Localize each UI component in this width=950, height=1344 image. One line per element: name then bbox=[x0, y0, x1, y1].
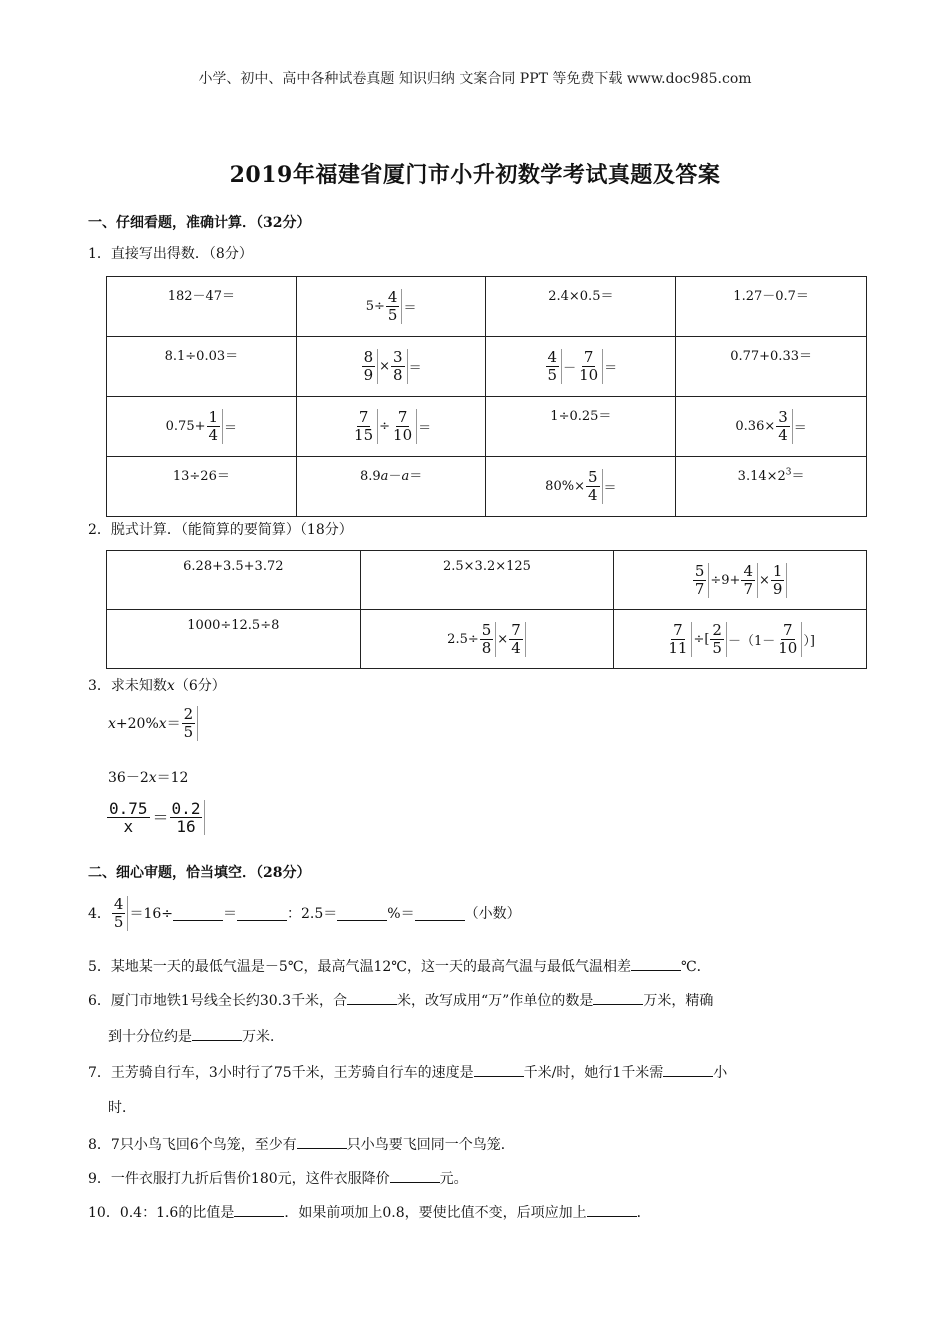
text: 8．7只小鸟飞回6个鸟笼，至少有 bbox=[88, 1137, 297, 1153]
cell bbox=[107, 397, 297, 457]
denominator: 15 bbox=[354, 426, 374, 444]
variable: a bbox=[401, 469, 410, 484]
denominator: 10 bbox=[778, 638, 798, 657]
page-title: 2019年福建省厦门市小升初数学考试真题及答案 bbox=[229, 162, 721, 188]
fraction bbox=[207, 409, 224, 444]
text: 万米，精确 bbox=[643, 993, 714, 1009]
fraction bbox=[741, 563, 758, 598]
fraction bbox=[586, 469, 603, 504]
denominator: 11 bbox=[668, 638, 688, 657]
cell bbox=[614, 551, 867, 610]
blank[interactable] bbox=[390, 1168, 440, 1183]
denominator: 4 bbox=[511, 638, 521, 657]
numerator: 3 bbox=[778, 408, 788, 426]
problem: 2.4×0.5＝ bbox=[548, 289, 614, 304]
denominator: 5 bbox=[183, 723, 194, 741]
text: ＝ bbox=[409, 469, 423, 484]
variable: a bbox=[380, 469, 389, 484]
cell bbox=[296, 457, 486, 517]
denominator: 8 bbox=[393, 366, 403, 384]
numerator: 5 bbox=[694, 561, 705, 580]
blank[interactable] bbox=[192, 1026, 242, 1041]
cell bbox=[360, 551, 614, 610]
denominator: 4 bbox=[778, 426, 788, 444]
cell bbox=[107, 277, 297, 337]
fraction bbox=[771, 563, 788, 598]
numerator: 7 bbox=[583, 348, 594, 366]
text: 4． bbox=[88, 905, 111, 922]
fraction bbox=[362, 349, 379, 384]
text: ÷[ bbox=[693, 631, 710, 647]
cell bbox=[107, 610, 361, 669]
numerator: 4 bbox=[387, 288, 398, 306]
denominator: 4 bbox=[208, 426, 219, 444]
fraction bbox=[391, 409, 417, 444]
text: 3.14×2 bbox=[737, 469, 786, 484]
problem: 6.28+3.5+3.72 bbox=[183, 559, 284, 574]
fraction bbox=[666, 622, 692, 657]
fraction bbox=[170, 800, 206, 835]
denominator: 8 bbox=[481, 638, 492, 657]
text: ÷9+ bbox=[710, 572, 741, 588]
q2-label: 2．脱式计算．（能简算的要简算）（18分） bbox=[88, 522, 353, 538]
section-2-heading: 二、细心审题，恰当填空．（28分） bbox=[88, 865, 311, 881]
blank[interactable] bbox=[337, 906, 387, 921]
text: ÷ bbox=[379, 419, 391, 434]
numerator: 4 bbox=[113, 895, 124, 913]
text: ．如果前项加上0.8，要使比值不变，后项应加上 bbox=[284, 1205, 587, 1221]
numerator: 8 bbox=[363, 348, 374, 366]
denominator: 4 bbox=[587, 486, 598, 504]
blank[interactable] bbox=[297, 1134, 347, 1149]
text: 只小鸟要飞回同一个鸟笼． bbox=[346, 1137, 515, 1153]
q6-cont bbox=[108, 1026, 284, 1047]
denominator: 7 bbox=[694, 579, 705, 598]
text: 小 bbox=[713, 1065, 728, 1081]
equation-1 bbox=[108, 706, 199, 741]
q7-cont: 时． bbox=[108, 1100, 136, 1116]
text: ． bbox=[636, 1205, 651, 1221]
fraction bbox=[509, 622, 526, 657]
denominator: 5 bbox=[113, 913, 124, 931]
numerator: 0.2 bbox=[171, 799, 201, 818]
cell bbox=[614, 610, 867, 669]
cell bbox=[360, 610, 614, 669]
text: 千米/时，她行1千米需 bbox=[523, 1065, 664, 1081]
denominator: 5 bbox=[387, 306, 398, 324]
oral-calc-table bbox=[106, 276, 867, 517]
blank[interactable] bbox=[234, 1202, 284, 1217]
problem: 13÷26＝ bbox=[172, 469, 230, 484]
q6 bbox=[88, 990, 713, 1011]
q9 bbox=[88, 1168, 468, 1189]
numerator: 1 bbox=[772, 561, 783, 580]
numerator: 1 bbox=[208, 408, 219, 426]
text: ＝ bbox=[403, 301, 417, 316]
text: ＝ bbox=[152, 807, 169, 827]
text: 0.36× bbox=[735, 419, 776, 434]
numerator: 5 bbox=[481, 620, 492, 639]
blank[interactable] bbox=[663, 1062, 713, 1077]
numerator: 0.75 bbox=[109, 799, 148, 818]
text: （小数） bbox=[464, 905, 521, 922]
text: 8.9 bbox=[359, 469, 381, 484]
cell bbox=[676, 397, 867, 457]
fraction bbox=[693, 563, 710, 598]
denominator: 9 bbox=[363, 366, 374, 384]
text: ＝ bbox=[791, 469, 805, 484]
denominator: 5 bbox=[712, 638, 722, 657]
text: 36－2 bbox=[108, 770, 149, 786]
blank[interactable] bbox=[347, 990, 397, 1005]
cell bbox=[486, 337, 676, 397]
numerator: 4 bbox=[547, 348, 558, 366]
cell bbox=[486, 277, 676, 337]
fraction bbox=[480, 622, 497, 657]
q5 bbox=[88, 956, 711, 977]
numerator: 5 bbox=[587, 468, 598, 486]
fraction bbox=[386, 289, 403, 324]
blank[interactable] bbox=[173, 906, 223, 921]
text: 5÷ bbox=[365, 299, 385, 314]
text: 80%× bbox=[545, 479, 585, 494]
text: ＝ bbox=[408, 361, 422, 376]
fraction bbox=[776, 409, 793, 444]
text: 元。 bbox=[439, 1171, 468, 1187]
text: 米，改写成用“万”作单位的数是 bbox=[397, 993, 594, 1009]
denominator: 16 bbox=[176, 817, 196, 836]
problem: 182－47＝ bbox=[167, 289, 236, 304]
text: 万米． bbox=[242, 1029, 284, 1045]
fraction bbox=[391, 349, 408, 384]
fraction bbox=[112, 896, 129, 931]
cell bbox=[676, 337, 867, 397]
denominator: 5 bbox=[547, 366, 558, 384]
text: %＝ bbox=[387, 905, 415, 922]
cell bbox=[296, 337, 486, 397]
fraction bbox=[546, 349, 563, 384]
problem: 0.77+0.33＝ bbox=[730, 349, 812, 364]
q7 bbox=[88, 1062, 727, 1083]
variable: x bbox=[108, 715, 116, 732]
text: 3．求未知数 bbox=[88, 678, 167, 694]
text: × bbox=[758, 572, 770, 588]
numerator: 7 bbox=[358, 408, 369, 426]
blank[interactable] bbox=[587, 1202, 637, 1217]
text: 到十分位约是 bbox=[108, 1029, 192, 1045]
problem: 1000÷12.5÷8 bbox=[187, 618, 280, 633]
variable: x bbox=[148, 770, 157, 786]
equation-2 bbox=[108, 768, 188, 788]
blank[interactable] bbox=[631, 956, 681, 971]
text: ℃． bbox=[680, 959, 711, 975]
text: ：2.5＝ bbox=[287, 905, 338, 922]
text: 9．一件衣服打九折后售价180元，这件衣服降价 bbox=[88, 1171, 390, 1187]
denominator: 10 bbox=[393, 426, 413, 444]
numerator: 4 bbox=[743, 561, 753, 580]
problem: 8.1÷0.03＝ bbox=[164, 349, 239, 364]
denominator: 7 bbox=[743, 579, 753, 598]
blank[interactable] bbox=[474, 1062, 524, 1077]
cell bbox=[676, 457, 867, 517]
text: 10．0.4：1.6的比值是 bbox=[88, 1205, 235, 1221]
numerator: 3 bbox=[393, 348, 403, 366]
q1-label: 1．直接写出得数．（8分） bbox=[88, 246, 253, 262]
text: 2.5÷ bbox=[447, 631, 479, 647]
numerator: 7 bbox=[673, 620, 683, 639]
fraction bbox=[710, 622, 727, 657]
blank[interactable] bbox=[415, 906, 465, 921]
numerator: 7 bbox=[397, 408, 408, 426]
cell bbox=[486, 397, 676, 457]
problem: 1.27－0.7＝ bbox=[733, 289, 809, 304]
text: ＝ bbox=[793, 421, 807, 436]
fraction bbox=[352, 409, 378, 444]
denominator: 10 bbox=[579, 366, 599, 384]
cell bbox=[107, 457, 297, 517]
fraction bbox=[776, 622, 802, 657]
q8 bbox=[88, 1134, 515, 1155]
blank[interactable] bbox=[593, 990, 643, 1005]
text: ＝ bbox=[418, 421, 432, 436]
variable: x bbox=[166, 678, 175, 694]
denominator: 9 bbox=[772, 579, 783, 598]
text: 7．王芳骑自行车，3小时行了75千米，王芳骑自行车的速度是 bbox=[88, 1065, 474, 1081]
fraction bbox=[107, 800, 152, 835]
site-header: 小学、初中、高中各种试卷真题 知识归纳 文案合同 PPT 等免费下载 www.doc985.com bbox=[198, 71, 752, 87]
denominator: x bbox=[123, 817, 134, 836]
text: +20% bbox=[115, 715, 159, 732]
text: × bbox=[497, 631, 509, 647]
text: × bbox=[379, 359, 391, 374]
cell bbox=[486, 457, 676, 517]
text: － bbox=[388, 469, 402, 484]
text: ）] bbox=[803, 633, 815, 649]
text: ＝ bbox=[603, 481, 617, 496]
exponent: 3 bbox=[785, 467, 792, 478]
text: ＝ bbox=[604, 361, 618, 376]
blank[interactable] bbox=[237, 906, 287, 921]
cell bbox=[676, 277, 867, 337]
numerator: 2 bbox=[183, 705, 194, 723]
variable: x bbox=[158, 715, 167, 732]
equation-3 bbox=[106, 800, 206, 835]
numerator: 2 bbox=[712, 620, 722, 639]
cell bbox=[107, 551, 361, 610]
text: －（1－ bbox=[727, 633, 776, 649]
text: ＝16÷ bbox=[129, 905, 174, 922]
text: 5．某地某一天的最低气温是－5℃，最高气温12℃，这一天的最高气温与最低气温相差 bbox=[88, 959, 631, 975]
q4 bbox=[88, 896, 521, 931]
cell bbox=[296, 277, 486, 337]
step-calc-table bbox=[106, 550, 867, 669]
numerator: 7 bbox=[511, 620, 521, 639]
problem: 2.5×3.2×125 bbox=[442, 559, 531, 574]
cell bbox=[107, 337, 297, 397]
text: 0.75+ bbox=[165, 419, 206, 434]
text: （6分） bbox=[174, 678, 226, 694]
text: － bbox=[563, 361, 577, 376]
numerator: 7 bbox=[783, 620, 793, 639]
fraction bbox=[182, 706, 199, 741]
text: ＝ bbox=[166, 715, 181, 732]
text: ＝ bbox=[223, 905, 238, 922]
text: ＝12 bbox=[156, 770, 189, 786]
problem: 1÷0.25＝ bbox=[550, 409, 612, 424]
cell bbox=[296, 397, 486, 457]
q3-label bbox=[88, 676, 226, 696]
text: ＝ bbox=[224, 421, 238, 436]
fraction bbox=[577, 349, 603, 384]
text: 6．厦门市地铁1号线全长约30.3千米，合 bbox=[88, 993, 347, 1009]
q10 bbox=[88, 1202, 651, 1223]
section-1-heading: 一、仔细看题，准确计算．（32分） bbox=[88, 215, 311, 231]
